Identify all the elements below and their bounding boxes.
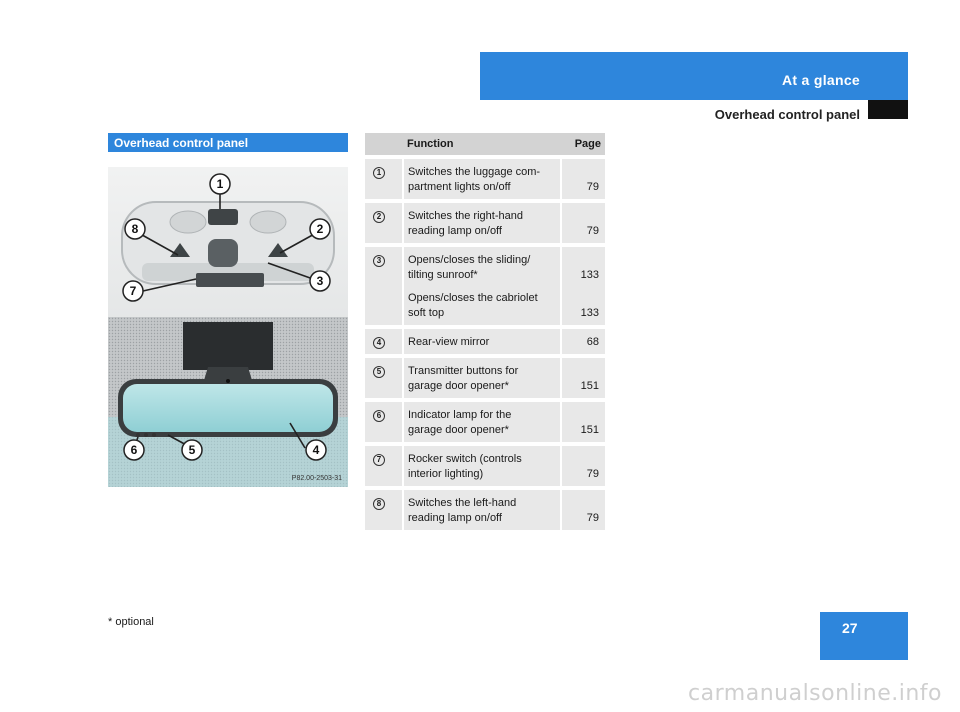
function-text: Switches the luggage com-	[408, 166, 541, 178]
table-body	[365, 157, 605, 532]
column-page: Page	[561, 133, 605, 157]
function-text: partment lights on/off	[408, 181, 511, 193]
function-description	[403, 157, 561, 201]
page-reference: 68	[586, 336, 599, 348]
function-description	[403, 488, 561, 532]
page-number: 27	[820, 612, 908, 660]
page-reference: 133	[580, 307, 599, 319]
callout-number: 3	[373, 255, 385, 267]
function-text: reading lamp on/off	[408, 225, 502, 237]
callout-6: 6	[130, 443, 138, 457]
figure-code: P82.00-2503-31	[291, 475, 342, 482]
callout-number: 5	[373, 366, 385, 378]
function-description	[403, 400, 561, 444]
table-row	[365, 245, 605, 327]
callout-number: 4	[373, 337, 385, 349]
overhead-panel-illustration	[108, 167, 348, 487]
callout-2: 2	[316, 222, 324, 236]
function-text: tilting sunroof*	[408, 269, 478, 281]
function-text: Rocker switch (controls	[408, 453, 522, 465]
function-text: garage door opener*	[408, 424, 509, 436]
page-reference: 151	[580, 380, 599, 392]
function-description	[403, 201, 561, 245]
callout-number: 2	[373, 211, 385, 223]
page-reference: 79	[586, 468, 599, 480]
function-text: interior lighting)	[408, 468, 484, 480]
thumb-tab	[868, 100, 908, 119]
table-row	[365, 356, 605, 400]
function-text: Opens/closes the sliding/	[408, 254, 531, 266]
callout-1: 1	[216, 177, 224, 191]
figure-title: Overhead control panel	[108, 133, 348, 152]
callout-4: 4	[312, 443, 320, 457]
page-reference: 151	[580, 424, 599, 436]
callout-3: 3	[316, 274, 324, 288]
table-header	[365, 133, 605, 157]
function-description	[403, 356, 561, 400]
column-function: Function	[403, 133, 561, 157]
callout-8: 8	[131, 222, 139, 236]
page-reference: 79	[586, 181, 599, 193]
section-tab	[480, 52, 908, 100]
overhead-panel-photo	[108, 167, 348, 487]
section-title: At a glance	[782, 72, 860, 88]
table-row	[365, 488, 605, 532]
function-description	[403, 444, 561, 488]
function-text: Transmitter buttons for	[408, 365, 519, 377]
table-row	[365, 400, 605, 444]
callout-5: 5	[188, 443, 196, 457]
function-text: soft top	[408, 307, 445, 319]
page-reference: 79	[586, 512, 599, 524]
function-text: Rear-view mirror	[408, 336, 490, 348]
function-text: garage door opener*	[408, 380, 509, 392]
footnote: * optional	[108, 616, 154, 628]
function-table	[365, 133, 605, 534]
function-text: reading lamp on/off	[408, 512, 502, 524]
subsection-title: Overhead control panel	[714, 107, 860, 122]
function-text: Indicator lamp for the	[408, 409, 512, 421]
function-text: Switches the left-hand	[408, 497, 517, 509]
function-text: Switches the right-hand	[408, 210, 523, 222]
table-row	[365, 444, 605, 488]
table-row	[365, 201, 605, 245]
callout-7: 7	[129, 284, 137, 298]
callout-number: 7	[373, 454, 385, 466]
callout-number: 1	[373, 167, 385, 179]
function-text: Opens/closes the cabriolet	[408, 292, 538, 304]
table-row	[365, 327, 605, 356]
callout-number: 8	[373, 498, 385, 510]
function-description	[403, 327, 561, 356]
table-row	[365, 157, 605, 201]
page-reference: 133	[580, 269, 599, 281]
watermark: carmanualsonline.info	[688, 681, 942, 706]
function-description	[403, 245, 561, 327]
page-reference: 79	[586, 225, 599, 237]
callout-number: 6	[373, 410, 385, 422]
